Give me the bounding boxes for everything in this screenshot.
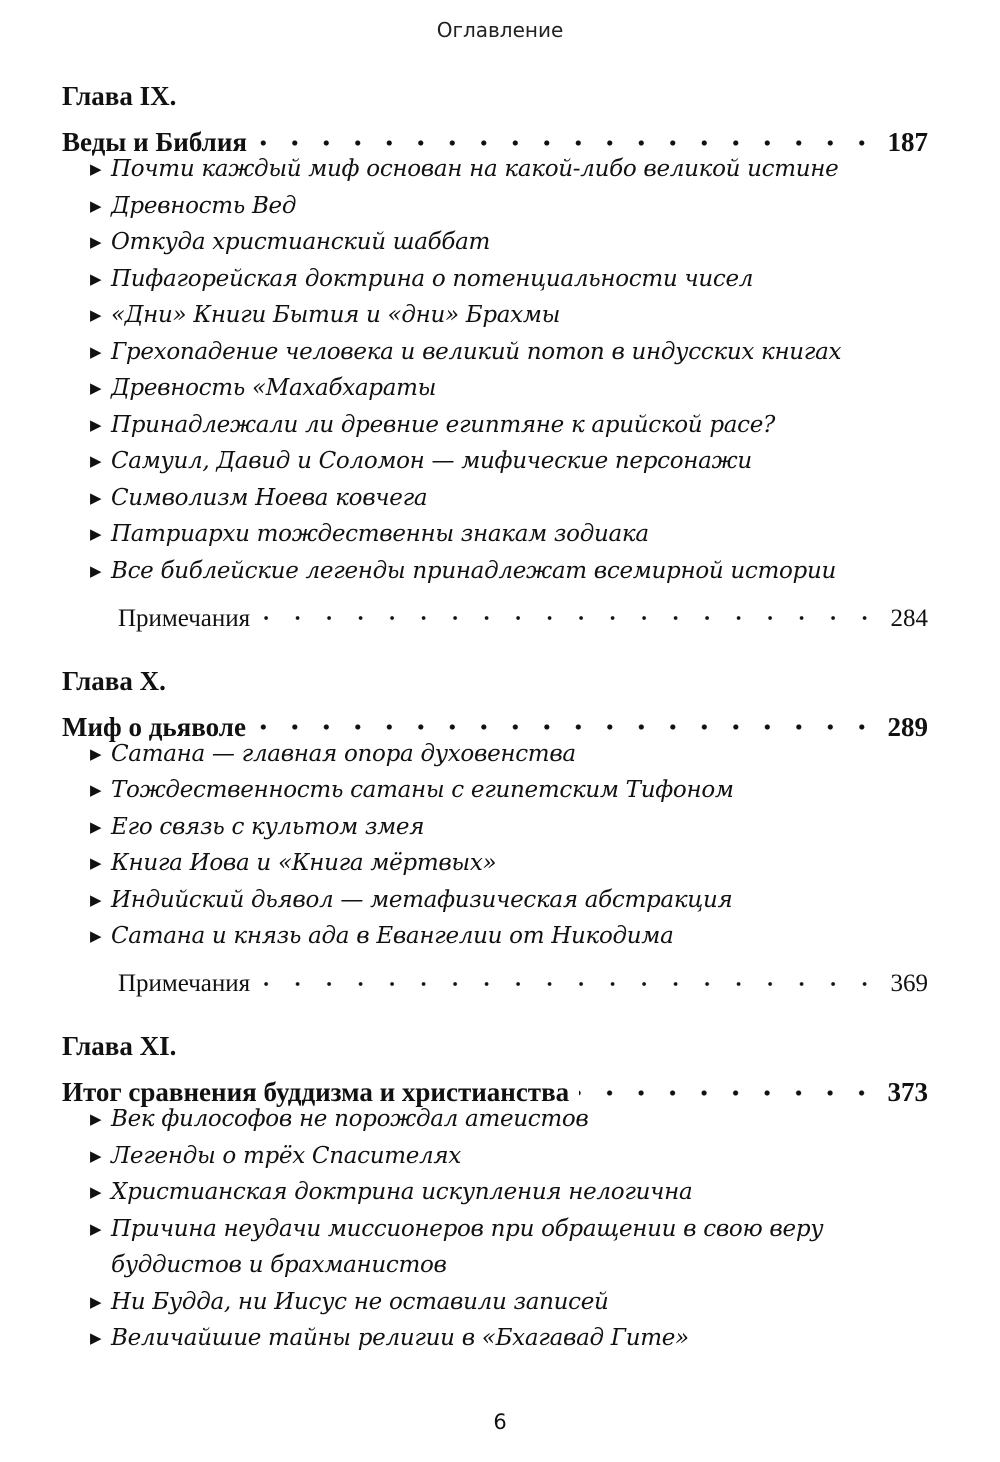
list-item bbox=[62, 772, 928, 809]
chapter-title: Веды и Библия bbox=[62, 127, 247, 157]
list-item bbox=[62, 1174, 928, 1211]
list-item bbox=[62, 1138, 928, 1175]
bullet-triangle-icon: ▶ bbox=[90, 1219, 102, 1238]
list-item-text: Древность Вед bbox=[111, 192, 297, 219]
list-item-text: «Дни» Книги Бытия и «дни» Брахмы bbox=[111, 302, 561, 328]
chapter-section bbox=[62, 1028, 928, 1357]
list-item bbox=[62, 151, 928, 188]
bullet-triangle-icon: ▶ bbox=[90, 306, 102, 324]
list-item bbox=[62, 1320, 928, 1357]
list-item bbox=[62, 188, 928, 225]
bullet-triangle-icon: ▶ bbox=[90, 561, 102, 580]
chapter-page: 187 bbox=[887, 127, 928, 157]
chapter-title: Миф о дьяволе bbox=[62, 711, 246, 742]
list-item-text: Сатана и князь ада в Евангелии от Никодима bbox=[111, 923, 674, 949]
list-item-text: Сатана — главная опора духовенства bbox=[111, 740, 576, 767]
list-item bbox=[62, 261, 928, 298]
chapter-number: Глава IX. bbox=[62, 81, 177, 111]
list-item bbox=[62, 297, 928, 334]
bullet-triangle-icon: ▶ bbox=[90, 415, 102, 434]
notes-label: Примечания bbox=[118, 604, 251, 632]
list-item bbox=[62, 480, 928, 517]
bullet-triangle-icon: ▶ bbox=[90, 1110, 102, 1128]
list-item-text: Книга Иова и «Книга мёртвых» bbox=[111, 850, 497, 876]
list-item bbox=[62, 334, 928, 371]
list-item bbox=[62, 443, 928, 480]
list-item bbox=[62, 809, 928, 846]
list-item-text: Христианская доктрина искупления нелогична bbox=[111, 1179, 693, 1205]
bullet-triangle-icon: ▶ bbox=[90, 196, 102, 215]
list-item-text: буддистов и брахманистов bbox=[111, 1252, 447, 1278]
list-item-text: Все библейские легенды принадлежат всемирной истории bbox=[111, 557, 837, 584]
chapter-title: Итог сравнения буддизма и христианства bbox=[62, 1077, 570, 1107]
bullet-triangle-icon: ▶ bbox=[90, 817, 102, 836]
list-item-text: Почти каждый миф основан на какой-либо великой истине bbox=[111, 156, 839, 182]
list-item bbox=[62, 370, 928, 407]
dot-leader bbox=[256, 699, 878, 736]
list-item-text: Легенды о трёх Спасителях bbox=[111, 1142, 461, 1169]
bullet-triangle-icon: ▶ bbox=[90, 890, 102, 909]
list-item-text: Его связь с культом змея bbox=[111, 813, 425, 840]
chapter-title-row[interactable] bbox=[62, 699, 928, 742]
bullet-triangle-icon: ▶ bbox=[90, 1146, 102, 1165]
dot-leader bbox=[260, 955, 880, 992]
list-item bbox=[62, 1101, 928, 1138]
bullet-triangle-icon: ▶ bbox=[90, 525, 102, 543]
dot-leader bbox=[257, 115, 878, 152]
list-item bbox=[62, 407, 928, 444]
chapter-number: Глава XI. bbox=[62, 1031, 177, 1061]
bullet-triangle-icon: ▶ bbox=[90, 781, 102, 799]
bullet-triangle-icon: ▶ bbox=[90, 379, 102, 397]
notes-row[interactable] bbox=[62, 589, 928, 632]
dot-leader bbox=[260, 589, 880, 626]
list-item-text: Величайшие тайны религии в «Бхагавад Гите» bbox=[111, 1325, 689, 1351]
list-item bbox=[62, 553, 928, 590]
list-item-text: Патриархи тождественны знакам зодиака bbox=[111, 521, 649, 547]
bullet-triangle-icon: ▶ bbox=[90, 269, 102, 288]
notes-page: 369 bbox=[890, 970, 928, 997]
list-item-text: Ни Будда, ни Иисус не оставили записей bbox=[111, 1288, 609, 1315]
dot-leader bbox=[579, 1065, 877, 1102]
list-item-text: Принадлежали ли древние египтяне к арийской расе? bbox=[111, 411, 776, 438]
list-item bbox=[62, 736, 928, 773]
notes-page: 284 bbox=[890, 604, 928, 632]
list-item-text: Откуда христианский шаббат bbox=[111, 229, 491, 255]
list-item-text: Грехопадение человека и великий потоп в индусских книгах bbox=[111, 338, 842, 365]
chapter-number: Глава X. bbox=[62, 665, 166, 696]
list-item bbox=[62, 845, 928, 882]
notes-label: Примечания bbox=[118, 970, 251, 997]
chapter-title-row[interactable] bbox=[62, 115, 928, 157]
bullet-triangle-icon: ▶ bbox=[90, 452, 102, 470]
bullet-triangle-icon: ▶ bbox=[90, 1329, 102, 1347]
list-item-text: Древность «Махабхараты bbox=[111, 375, 437, 401]
list-item bbox=[62, 1247, 928, 1284]
list-item-text: Самуил, Давид и Соломон — мифические персонажи bbox=[111, 448, 752, 474]
bullet-triangle-icon: ▶ bbox=[90, 1183, 102, 1201]
list-item bbox=[62, 516, 928, 553]
bullet-triangle-icon: ▶ bbox=[90, 160, 102, 178]
list-item bbox=[62, 1211, 928, 1248]
table-of-contents bbox=[62, 78, 928, 1394]
chapter-section bbox=[62, 78, 928, 632]
list-item bbox=[62, 918, 928, 955]
running-header: Оглавление bbox=[436, 18, 564, 42]
bullet-triangle-icon: ▶ bbox=[90, 744, 102, 763]
bullet-triangle-icon: ▶ bbox=[90, 854, 102, 872]
bullet-triangle-icon: ▶ bbox=[90, 1292, 102, 1311]
chapter-page: 373 bbox=[887, 1077, 928, 1107]
chapter-page: 289 bbox=[887, 711, 928, 742]
chapter-title-row[interactable] bbox=[62, 1065, 928, 1107]
list-item bbox=[62, 1284, 928, 1321]
chapter-section bbox=[62, 663, 928, 997]
list-item-text: Индийский дьявол — метафизическая абстракция bbox=[111, 886, 733, 913]
bullet-triangle-icon: ▶ bbox=[90, 342, 102, 361]
bullet-triangle-icon: ▶ bbox=[90, 488, 102, 507]
page-number: 6 bbox=[493, 1410, 507, 1434]
list-item-text: Пифагорейская доктрина о потенциальности чисел bbox=[111, 265, 754, 292]
list-item-text: Символизм Ноева ковчега bbox=[111, 484, 428, 511]
bullet-triangle-icon: ▶ bbox=[90, 927, 102, 945]
notes-row[interactable] bbox=[62, 955, 928, 997]
list-item bbox=[62, 224, 928, 261]
list-item-text: Причина неудачи миссионеров при обращении в свою веру bbox=[111, 1215, 824, 1242]
bullet-triangle-icon: ▶ bbox=[90, 233, 102, 251]
list-item bbox=[62, 882, 928, 919]
list-item-text: Век философов не порождал атеистов bbox=[111, 1106, 589, 1132]
list-item-text: Тождественность сатаны с египетским Тифоном bbox=[111, 777, 734, 803]
